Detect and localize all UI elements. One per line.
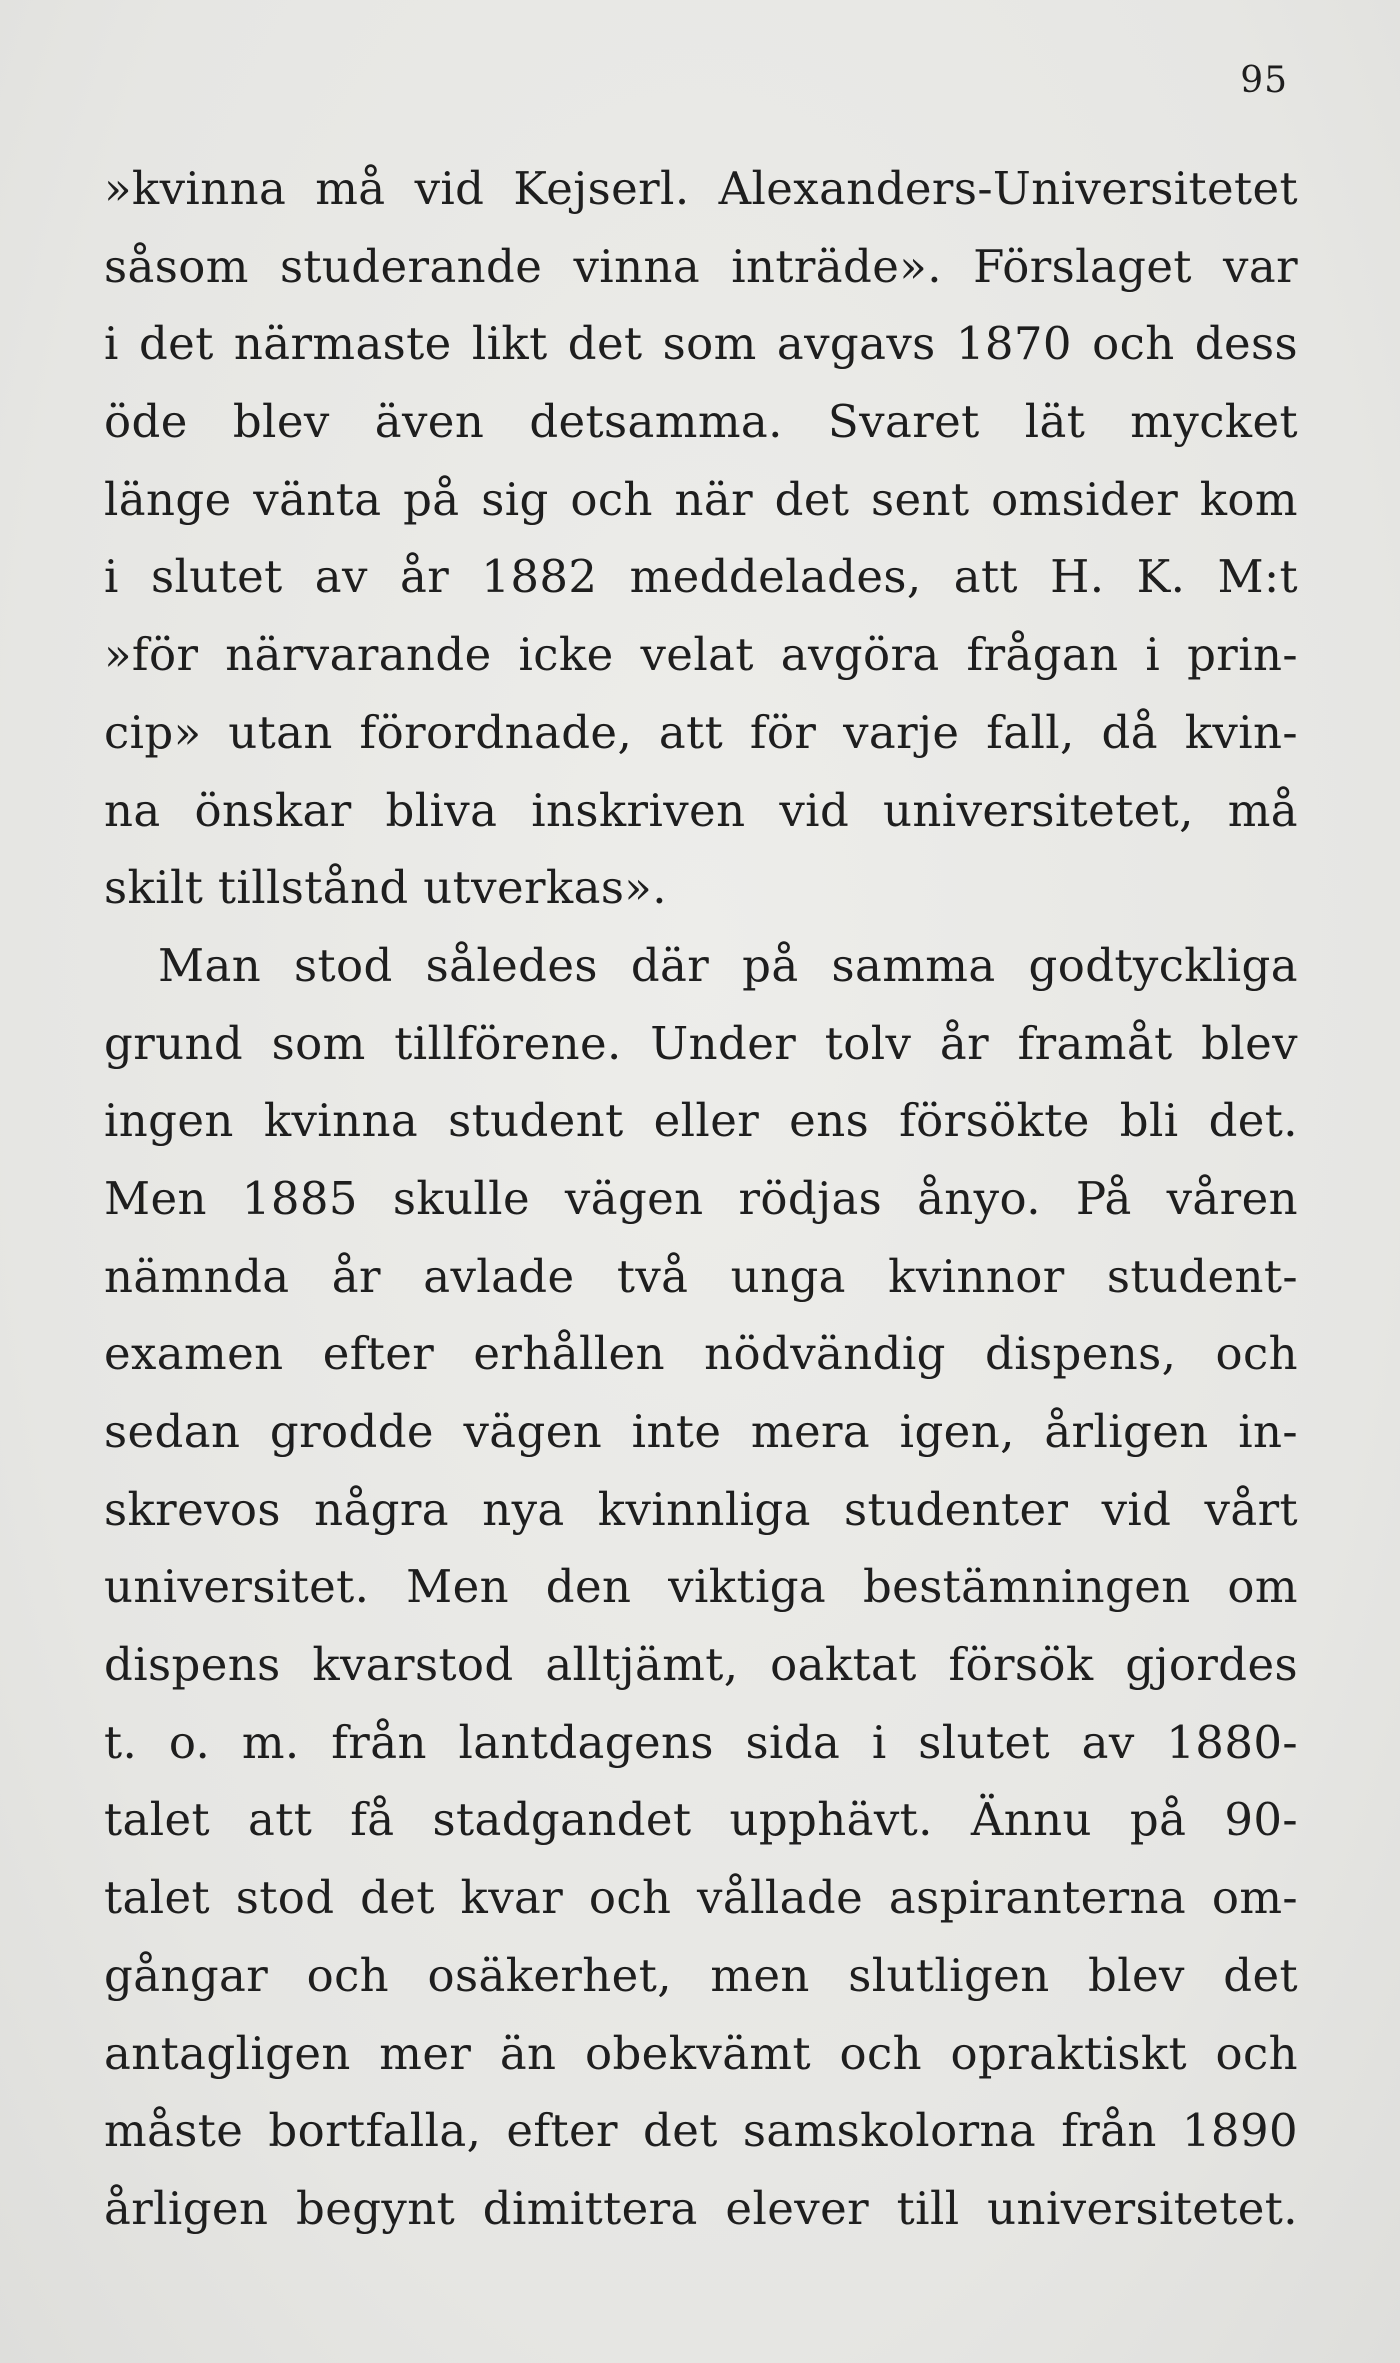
text-line: dispens kvarstod alltjämt, oaktat försök gjordes — [104, 1638, 1298, 1692]
text-line: årligen begynt dimittera elever till universitetet. — [104, 2181, 1298, 2235]
text-line: nämnda år avlade två unga kvinnor student- — [104, 1249, 1298, 1303]
text-line: sedan grodde vägen inte mera igen, årligen in- — [104, 1405, 1298, 1458]
text-line: na önskar bliva inskriven vid universitetet, må — [104, 783, 1298, 837]
text-line: antagligen mer än obekvämt och opraktiskt och — [104, 2026, 1298, 2080]
text-line: Men 1885 skulle vägen rödjas ånyo. På våren — [104, 1171, 1298, 1225]
text-line: »för närvarande icke velat avgöra frågan i prin- — [104, 628, 1298, 682]
text-line: cip» utan förordnade, att för varje fall, då kvin- — [104, 705, 1298, 759]
text-line: gångar och osäkerhet, men slutligen blev det — [104, 1948, 1298, 2002]
text-line: examen efter erhållen nödvändig dispens, och — [104, 1327, 1298, 1381]
text-line: talet stod det kvar och vållade aspiranterna om- — [104, 1871, 1298, 1925]
body-text — [104, 150, 1298, 2248]
text-line: grund som tillförene. Under tolv år framåt blev — [104, 1016, 1298, 1070]
text-line: i det närmaste likt det som avgavs 1870 och dess — [104, 317, 1298, 371]
text-line: i slutet av år 1882 meddelades, att H. K. M:t — [104, 550, 1298, 604]
text-line: ingen kvinna student eller ens försökte bli det. — [104, 1094, 1298, 1148]
text-line: måste bortfalla, efter det samskolorna från 1890 — [104, 2104, 1298, 2158]
text-line: »kvinna må vid Kejserl. Alexanders-Universitetet — [104, 162, 1298, 215]
text-line: skrevos några nya kvinnliga studenter vid vårt — [104, 1482, 1298, 1536]
text-line: såsom studerande vinna inträde». Förslaget var — [104, 239, 1298, 293]
page-number: 95 — [1240, 60, 1288, 101]
text-line: Man stod således där på samma godtyckliga — [158, 938, 1298, 992]
text-line: skilt tillstånd utverkas». — [104, 861, 667, 915]
text-line: öde blev även detsamma. Svaret lät mycket — [104, 395, 1298, 449]
text-line: t. o. m. från lantdagens sida i slutet av 1880- — [104, 1715, 1298, 1769]
text-line: talet att få stadgandet upphävt. Ännu på 90- — [104, 1793, 1298, 1847]
text-line: universitet. Men den viktiga bestämningen om — [104, 1560, 1298, 1614]
text-line: länge vänta på sig och när det sent omsider kom — [104, 472, 1298, 526]
